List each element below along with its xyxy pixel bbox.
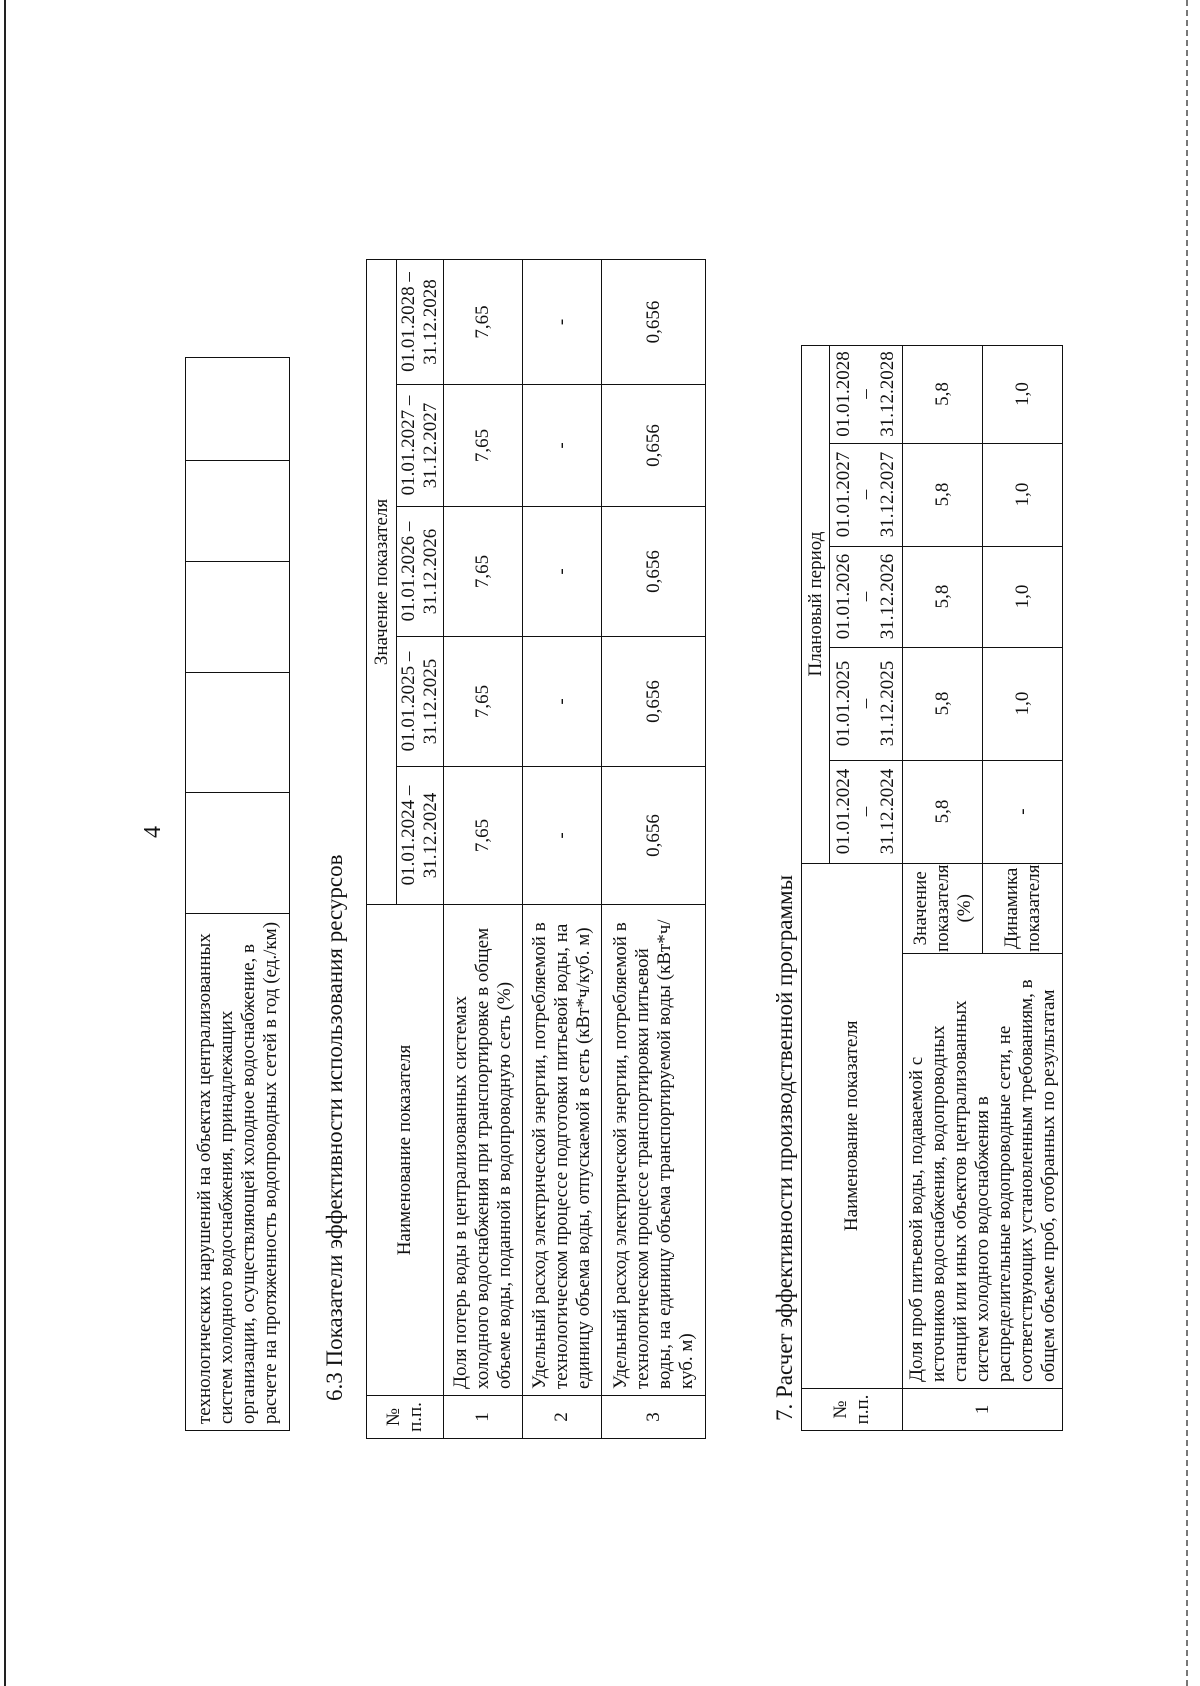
row-value: 7,65 [444,637,523,767]
header-num: № п.п. [367,1396,444,1439]
table-row [444,260,523,1439]
production-program-table [801,345,1063,1431]
row-num: 1 [903,1389,1063,1431]
row-value: 1,0 [983,546,1063,647]
row-value: 7,65 [444,385,523,507]
continuation-value-cell [186,461,290,562]
row-num: 2 [523,1396,602,1439]
header-row [802,345,830,1430]
table-row [903,345,983,1430]
row-value: - [523,260,602,385]
row-value: 5,8 [903,647,983,760]
row-value: 5,8 [903,546,983,647]
row-value: 7,65 [444,767,523,905]
row-value: - [983,760,1063,863]
continuation-table [185,357,290,1431]
header-period [830,647,903,760]
row-value: - [523,637,602,767]
row-num: 3 [602,1396,706,1439]
row-value: 7,65 [444,507,523,637]
row-value: - [523,507,602,637]
row-value: 1,0 [983,443,1063,546]
header-row [367,260,397,1439]
period-end: 31.12.2027 [877,451,898,538]
period-dash: – [855,698,876,709]
row-name: Удельный расход электрической энергии, потребляемой в технологическом процессе транспортировки питьевой воды, на единицу объема транспортируемой воды (кВт*ч/куб. м) [602,905,706,1396]
header-period: 01.01.2026 – 31.12.2026 [397,507,444,637]
header-value-group: Значение показателя [367,260,397,905]
continuation-row [186,358,290,1431]
row-value: 1,0 [983,647,1063,760]
header-period [830,345,903,443]
period-dash: – [855,806,876,817]
row-value: 7,65 [444,260,523,385]
period-end: 31.12.2028 [877,351,898,437]
header-num: № п.п. [802,1389,903,1431]
section-6-3-title: 6.3 Показатели эффективности использования ресурсов [322,854,347,1401]
header-period: 01.01.2027 – 31.12.2027 [397,385,444,507]
header-period [830,443,903,546]
header-name: Наименование показателя [802,863,903,1388]
continuation-value-cell [186,793,290,914]
row-value: - [523,385,602,507]
continuation-value-cell [186,358,290,461]
period-start: 01.01.2025 [833,660,854,747]
row-num: 1 [444,1396,523,1439]
period-start: 01.01.2024 [833,768,854,855]
continuation-description: технологических нарушений на объектах централизованных систем холодного водоснабжения, принадлежащих организации, осуществляющей холодное водоснабжение, в расчете на протяженность водопроводных сетей в год (ед./км) [186,914,290,1431]
row-value: 0,656 [602,507,706,637]
row-value: 0,656 [602,637,706,767]
header-period: 01.01.2025 – 31.12.2025 [397,637,444,767]
row-value: 0,656 [602,385,706,507]
row-value: 0,656 [602,260,706,385]
period-end: 31.12.2024 [877,768,898,855]
period-dash: – [855,591,876,602]
period-start: 01.01.2026 [833,553,854,640]
period-dash: – [855,489,876,500]
page-number: 4 [140,826,166,838]
period-end: 31.12.2026 [877,553,898,640]
period-end: 31.12.2025 [877,660,898,747]
header-period: 01.01.2024 – 31.12.2024 [397,767,444,905]
header-period [830,760,903,863]
period-start: 01.01.2028 [833,351,854,437]
period-dash: – [855,389,876,399]
row-value: 5,8 [903,345,983,443]
header-period: 01.01.2028 – 31.12.2028 [397,260,444,385]
efficiency-table [366,259,706,1439]
sub-label-dynamics: Динамика показателя [983,863,1063,953]
row-value: - [523,767,602,905]
table-row [523,260,602,1439]
header-planned-period: Плановый период [802,345,830,863]
period-start: 01.01.2027 [833,451,854,538]
row-value: 5,8 [903,760,983,863]
row-value: 5,8 [903,443,983,546]
header-name: Наименование показателя [367,905,444,1396]
continuation-value-cell [186,562,290,673]
table-row [602,260,706,1439]
row-name: Доля потерь воды в централизованных системах холодного водоснабжения при транспортировке в общем объеме воды, поданной в водопроводную сеть (%) [444,905,523,1396]
row-name: Доля проб питьевой воды, подаваемой с источников водоснабжения, водопроводных станций или иных объектов централизованных систем холодного водоснабжения в распределительные водопроводные сети, не соответствующих установленным требованиям, в общем объеме проб, отобранных по результатам [903,954,1063,1389]
header-period [830,546,903,647]
section-7-title: 7. Расчет эффективности производственной программы [772,874,797,1421]
continuation-value-cell [186,673,290,793]
row-value: 1,0 [983,345,1063,443]
row-name: Удельный расход электрической энергии, потребляемой в технологическом процессе подготовки питьевой воды, на единицу объема воды, отпускаемой в сеть (кВт*ч/куб. м) [523,905,602,1396]
row-value: 0,656 [602,767,706,905]
sub-label-value: Значение показателя (%) [903,863,983,953]
